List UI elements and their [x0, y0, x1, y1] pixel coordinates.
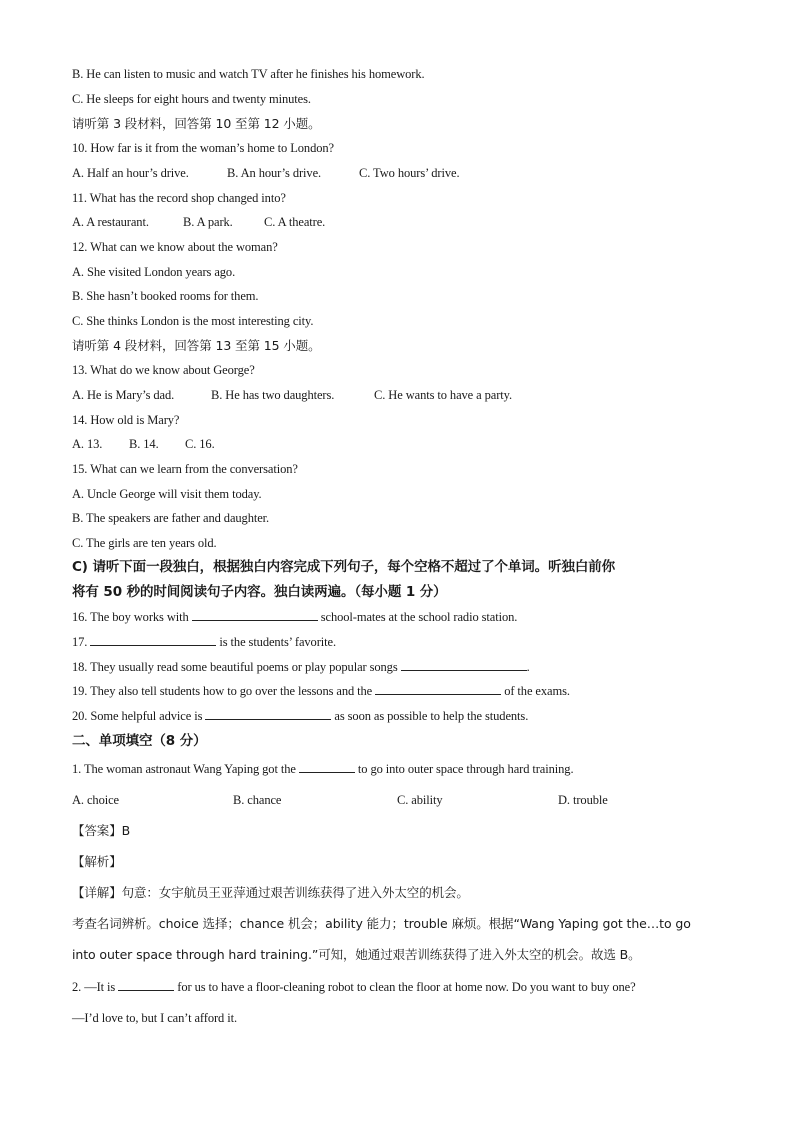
- answer-blank[interactable]: [401, 659, 527, 671]
- question-14: 14. How old is Mary?: [72, 413, 180, 427]
- question-13: 13. What do we know about George?: [72, 363, 255, 377]
- option-line: B. The speakers are father and daughter.: [72, 511, 270, 525]
- answer-blank[interactable]: [90, 634, 216, 646]
- question-19: [72, 683, 570, 699]
- question-text: 1. The woman astronaut Wang Yaping got the: [72, 762, 296, 776]
- dialogue-reply: —I’d love to, but I can’t afford it.: [72, 1011, 237, 1025]
- option-a: A. He is Mary’s dad.: [72, 388, 175, 402]
- answer-value: B: [121, 823, 131, 838]
- answer-blank[interactable]: [118, 979, 174, 991]
- answer-blank[interactable]: [299, 761, 355, 773]
- question-17: [72, 634, 336, 650]
- option-b: B. A park.: [183, 215, 233, 229]
- question-text: 16. The boy works with: [72, 610, 189, 624]
- question-text: 18. They usually read some beautiful poems or play popular songs: [72, 660, 398, 674]
- option-line: C. She thinks London is the most interesting city.: [72, 314, 314, 328]
- question-text: is the students’ favorite.: [219, 635, 336, 649]
- question-text: 17.: [72, 635, 88, 649]
- question-text: 19. They also tell students how to go over the lessons and the: [72, 684, 373, 698]
- question-15: 15. What can we learn from the conversation?: [72, 462, 298, 476]
- mcq-question-1: [72, 761, 573, 777]
- option-line: C. He sleeps for eight hours and twenty minutes.: [72, 92, 311, 106]
- option-c: C. ability: [397, 793, 443, 807]
- option-a: A. A restaurant.: [72, 215, 149, 229]
- answer-blank[interactable]: [375, 683, 501, 695]
- option-line: C. The girls are ten years old.: [72, 536, 217, 550]
- mcq-question-2: [72, 979, 636, 995]
- option-b: B. An hour’s drive.: [227, 166, 322, 180]
- option-a: A. 13.: [72, 437, 103, 451]
- question-text: 2. —It is: [72, 980, 116, 994]
- answer-tag: 【答案】: [72, 823, 122, 838]
- question-text: of the exams.: [504, 684, 570, 698]
- explanation-line: 考查名词辨析。choice 选择；chance 机会；ability 能力；trouble 麻烦。根据“Wang Yaping got the…to go: [72, 916, 691, 931]
- question-12: 12. What can we know about the woman?: [72, 240, 278, 254]
- explanation-line: into outer space through hard training.”可知，她通过艰苦训练获得了进入外太空的机会。故选 B。: [72, 947, 641, 962]
- option-b: B. chance: [233, 793, 282, 807]
- section-heading: 二、单项填空（8 分）: [72, 733, 207, 749]
- question-18: [72, 659, 530, 675]
- question-10: 10. How far is it from the woman’s home to London?: [72, 141, 334, 155]
- section-c-instruction-cont: 将有 50 秒的时间阅读句子内容。独白读两遍。（每小题 1 分）: [72, 584, 447, 600]
- detail-explanation: 【详解】句意：女宇航员王亚萍通过艰苦训练获得了进入外太空的机会。: [72, 885, 469, 900]
- question-text: as soon as possible to help the students.: [334, 709, 529, 723]
- question-text: .: [526, 660, 530, 674]
- option-d: D. trouble: [558, 793, 608, 807]
- option-a: A. choice: [72, 793, 119, 807]
- option-line: A. Uncle George will visit them today.: [72, 487, 262, 501]
- option-b: B. He has two daughters.: [211, 388, 335, 402]
- option-c: C. A theatre.: [264, 215, 326, 229]
- question-text: for us to have a floor-cleaning robot to clean the floor at home now. Do you want to buy one?: [177, 980, 636, 994]
- question-16: [72, 609, 517, 625]
- option-line: B. He can listen to music and watch TV after he finishes his homework.: [72, 67, 425, 81]
- option-a: A. Half an hour’s drive.: [72, 166, 189, 180]
- analysis-tag: 【解析】: [72, 854, 122, 869]
- answer-line: [72, 823, 130, 839]
- option-line: A. She visited London years ago.: [72, 265, 236, 279]
- answer-blank[interactable]: [205, 708, 331, 720]
- section-instruction: 请听第 3 段材料，回答第 10 至第 12 小题。: [72, 116, 321, 131]
- option-b: B. 14.: [129, 437, 159, 451]
- question-text: to go into outer space through hard training.: [357, 762, 574, 776]
- option-c: C. 16.: [185, 437, 215, 451]
- section-c-instruction: C) 请听下面一段独白，根据独白内容完成下列句子，每个空格不超过了个单词。听独白前你: [72, 559, 616, 575]
- section-instruction: 请听第 4 段材料，回答第 13 至第 15 小题。: [72, 338, 321, 353]
- option-line: B. She hasn’t booked rooms for them.: [72, 289, 259, 303]
- question-20: [72, 708, 528, 724]
- option-c: C. He wants to have a party.: [374, 388, 513, 402]
- answer-blank[interactable]: [192, 609, 318, 621]
- option-c: C. Two hours’ drive.: [359, 166, 460, 180]
- question-text: school-mates at the school radio station.: [320, 610, 518, 624]
- question-text: 20. Some helpful advice is: [72, 709, 203, 723]
- question-11: 11. What has the record shop changed into?: [72, 191, 286, 205]
